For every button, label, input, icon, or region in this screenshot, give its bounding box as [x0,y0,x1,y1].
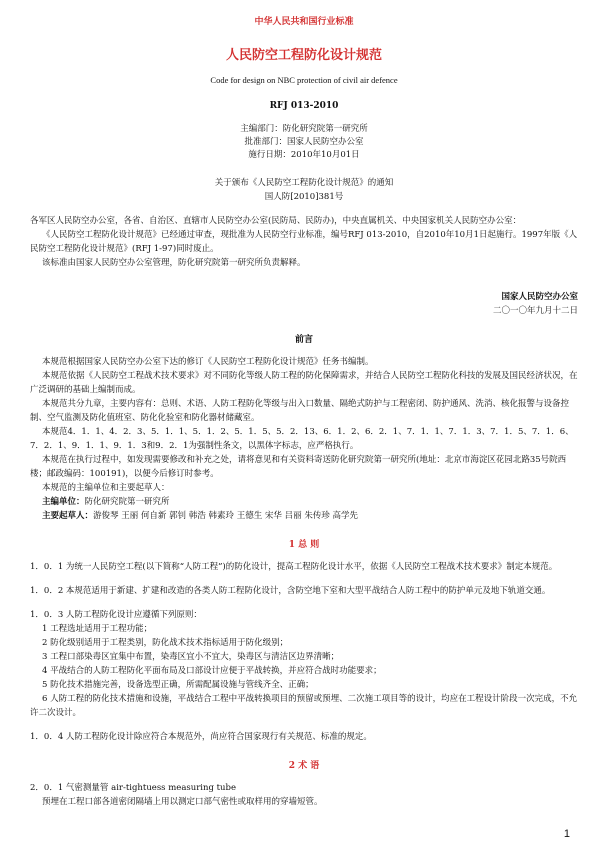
chapter-2-heading: 2 术 语 [288,761,320,771]
page-number: 1 [563,828,570,840]
document-page [30,0,578,809]
term-definition: 预埋在工程口部各道密闭隔墙上用以测定口部气密性或取样用的穿墙短管。 [42,797,323,807]
preface-paragraph: 本规范4．1．1、4．2．3、5．1．1、5．1．2、5．1．5、5．2．13、6．1．2、6．2．1、7．1．1、7．1．3、7．1．5、7．1．6、7．2．1、9．1．1、9．1．3和9．2．1为强制性条文，以黑体字标志，应严格执行。 [30,427,574,451]
meta-editor-value: 防化研究院第一研究所 [282,124,368,134]
meta-editor-label: 主编部门： [240,124,283,134]
preface-paragraph: 本规范在执行过程中，如发现需要修改和补充之处，请将意见和有关资料寄送防化研究院第一研究所(地址：北京市海淀区花园北路35号院西楼；邮政编码：100191)，以便今后修订时参考。 [30,455,567,479]
preface-unit [30,495,578,509]
letter-recipients: 各军区人民防空办公室，各省、自治区、直辖市人民防空办公室(民防局、民防办)，中央直属机关、中央国家机关人民防空办公室： [30,216,522,226]
page-title: 人民防空工程防化设计规范 [225,48,382,63]
meta-approver [30,136,578,149]
clause-1-0-4: 1．0．4 人防工程防化设计除应符合本规范外，尚应符合国家现行有关规范、标准的规定。 [30,732,372,742]
preface-paragraph: 本规范依据《人民防空工程战术技术要求》对不同防化等级人防工程的防化保障需求，并结合人民防空工程防化科技的发展及国民经济状况，在广泛调研的基础上编制而成。 [30,371,578,395]
meta-date-value: 2010年10月01日 [290,150,360,160]
chapter-1-heading: 1 总 则 [288,540,320,550]
letter-paragraph: 该标准由国家人民防空办公室管理，防化研究院第一研究所负责解释。 [42,258,306,268]
notice-title: 关于颁布《人民防空工程防化设计规范》的通知 [214,178,394,188]
meta-approver-label: 批准部门： [244,137,287,147]
notice-doc-no: 国人防[2010]381号 [264,192,344,202]
letter-signer: 国家人民防空办公室 [501,292,578,302]
list-item: 5 防化技术措施完善，设备选型正确，所需配属设施与管线齐全、正确； [42,680,314,690]
preface-body [30,355,578,523]
preface-drafters [30,509,578,523]
list-item: 1 工程选址适用于工程功能； [42,624,153,634]
title-english: Code for design on NBC protection of civil air defence [210,75,398,85]
clause-1-0-1: 1．0．1 为统一人民防空工程(以下简称“人防工程”)的防化设计，提高工程防化设计水平，依据《人民防空工程战术技术要求》制定本规范。 [30,562,558,572]
preface-drafters-label: 主要起草人： [42,511,94,521]
meta-date [30,149,578,162]
preface-unit-label: 主编单位： [42,497,85,507]
meta-editor [30,123,578,136]
preface-drafters-value: 游俊琴 王丽 何自新 郭钊 韩浩 韩素玲 王德生 宋华 吕丽 朱传珍 高学先 [93,511,359,521]
standard-type: 中华人民共和国行业标准 [254,17,354,27]
letter-signature [30,290,578,318]
list-item: 4 平战结合的人防工程防化平面布局及口部设计应便于平战转换，并应符合战时功能要求； [42,666,382,676]
clause-1-0-3: 1．0．3 人防工程防化设计应遵循下列原则： [30,610,202,620]
preface-unit-value: 防化研究院第一研究所 [84,497,170,507]
preface-paragraph: 本规范根据国家人民防空办公室下达的修订《人民防空工程防化设计规范》任务书编制。 [42,357,374,367]
term-2-0-1: 2．0．1 气密测量管 air-tightuess measuring tube [30,783,237,793]
letter-body [30,214,578,270]
standard-code: RFJ 013-2010 [269,101,339,111]
clause-1-0-2: 1．0．2 本规范适用于新建、扩建和改造的各类人防工程防化设计，含防空地下室和大型平战结合人防工程中的防护单元及地下轨道交通。 [30,586,551,596]
list-item: 2 防化级别适用于工程类别，防化战术技术指标适用于防化级别； [42,638,289,648]
preface-heading: 前言 [294,335,313,345]
meta-approver-value: 国家人民防空办公室 [287,137,364,147]
list-item: 3 工程口部染毒区宜集中布置，染毒区宜小不宜大，染毒区与清洁区边界清晰； [42,652,340,662]
preface-paragraph: 本规范共分九章，主要内容有：总则、术语、人防工程防化等级与出入口数量、隔绝式防护与工程密闭、防护通风、洗消、核化报警与设备控制、空气监测及防化值班室、防化化验室和防化器材储藏室。 [30,399,570,423]
chapter-2-body [30,781,578,809]
meta-block [30,123,578,162]
notice-block [30,176,578,204]
chapter-1-body [30,560,578,744]
letter-paragraph: 《人民防空工程防化设计规范》已经通过审查，现批准为人民防空行业标准，编号RFJ 013-2010，自2010年10月1日起施行。1997年版《人民防空工程防化设计规范》(RFJ 1-97)同时废止。 [30,230,578,254]
letter-sign-date: 二〇一〇年九月十二日 [492,306,578,316]
preface-paragraph: 本规范的主编单位和主要起草人： [42,483,170,493]
meta-date-label: 施行日期： [248,150,291,160]
list-item: 6 人防工程的防化技术措施和设施，平战结合工程中平战转换项目的预留或预埋、二次施工项目等的设计，均应在工程设计阶段一次完成，不允许二次设计。 [30,694,578,718]
